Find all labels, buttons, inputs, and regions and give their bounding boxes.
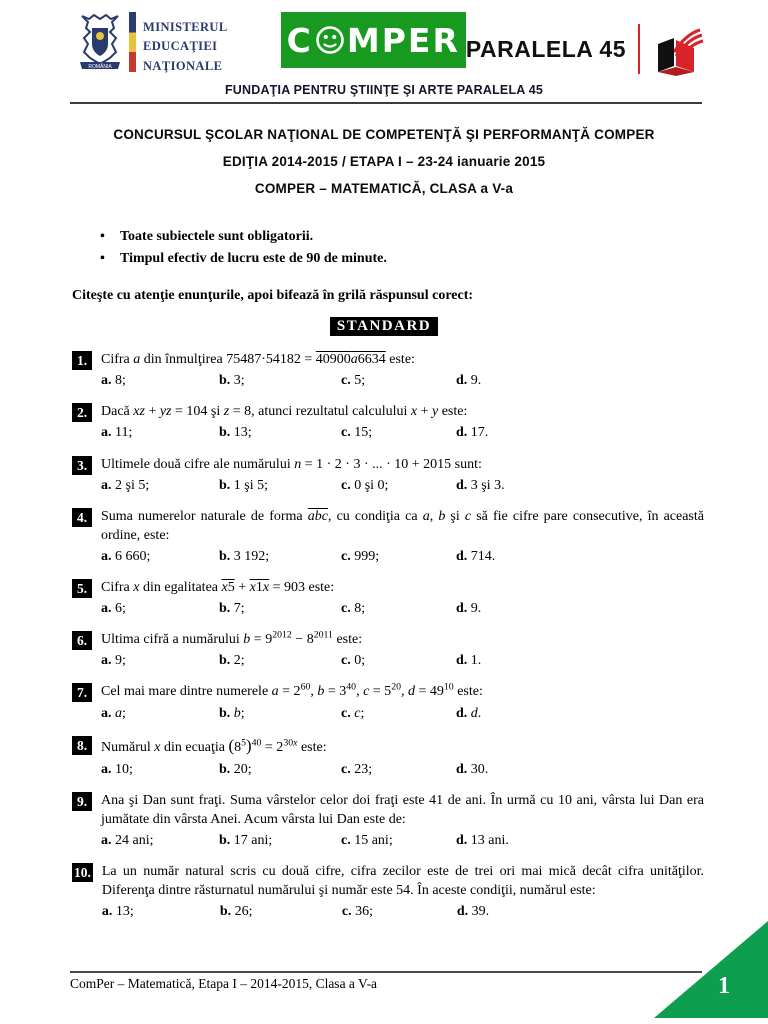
question <box>72 350 704 390</box>
page-number: 1 <box>718 973 730 999</box>
subject-line: COMPER – MATEMATICĂ, CLASA a V-a <box>254 181 514 197</box>
option-c: c. 0; <box>341 653 366 669</box>
question-number-badge: 6. <box>72 631 92 650</box>
option-b: b. b; <box>219 705 245 721</box>
question-body <box>101 402 704 442</box>
options-row <box>101 548 704 566</box>
bullet-item <box>100 226 698 248</box>
option-a: a. 10; <box>101 761 133 777</box>
question-number-badge: 2. <box>72 403 92 422</box>
option-d: d. 13 ani. <box>456 832 509 848</box>
coat-of-arms-icon <box>78 12 122 74</box>
question-number-badge: 7. <box>72 683 92 702</box>
svg-text:ROMÂNIA: ROMÂNIA <box>88 64 112 70</box>
question <box>72 862 704 921</box>
ministry-line-3: NAŢIONALE <box>143 58 223 73</box>
bullet-text: Timpul efectiv de lucru este de 90 de minute. <box>120 251 387 267</box>
options-row <box>101 705 704 723</box>
question-number-badge: 9. <box>72 792 92 811</box>
options-row <box>101 600 704 618</box>
question <box>72 507 704 566</box>
question-body <box>101 578 704 618</box>
question <box>72 682 704 722</box>
question-body <box>101 682 704 722</box>
question <box>72 630 704 670</box>
option-c: c. 8; <box>341 601 366 617</box>
option-c: c. c; <box>341 705 365 721</box>
foundation-title: FUNDAŢIA PENTRU ŞTIINŢE ŞI ARTE PARALELA 45 <box>224 83 544 98</box>
footer-rule <box>70 971 702 973</box>
question-number-badge: 8. <box>72 736 92 755</box>
question-body <box>101 630 704 670</box>
option-b: b. 2; <box>219 653 245 669</box>
section-wrap <box>0 317 768 336</box>
option-d: d. 9. <box>456 601 482 617</box>
option-d: d. 39. <box>456 904 490 920</box>
option-d: d. 714. <box>456 548 496 564</box>
option-b: b. 20; <box>219 761 252 777</box>
header <box>0 0 768 76</box>
section-badge: STANDARD <box>330 317 438 336</box>
question-text: Cel mai mare dintre numerele $a = 2^{60}$, $b = 3^{40}$, $c = 5^{20}$, $d = 49^{10}$ este: <box>101 681 483 700</box>
ministry-line-2: EDUCAŢIEI <box>143 39 218 54</box>
options-row <box>101 832 704 850</box>
option-d: d. 3 şi 3. <box>456 477 505 493</box>
question <box>72 735 704 779</box>
option-a: a. a; <box>101 705 126 721</box>
option-b: b. 17 ani; <box>219 832 273 848</box>
option-a: a. 13; <box>101 904 134 920</box>
comper-logo-letters-mper: MPER <box>346 20 460 60</box>
option-a: a. 11; <box>101 425 133 441</box>
logo-divider <box>638 24 640 74</box>
question-text: La un număr natural scris cu două cifre, cifra zecilor este de trei ori mai mică decât cifra unităţilor. Diferenţa dintre răsturnatul numărului şi număr este 54. În aceste condiţii, numărul este: <box>101 863 704 898</box>
option-a: a. 2 şi 5; <box>101 477 150 493</box>
option-c: c. 999; <box>341 548 380 564</box>
option-a: a. 6; <box>101 601 126 617</box>
option-c: c. 5; <box>341 373 366 389</box>
romanian-flag-stripe <box>129 12 136 72</box>
option-d: d. 9. <box>456 373 482 389</box>
edition-line: EDIŢIA 2014-2015 / ETAPA I – 23-24 ianuarie 2015 <box>222 154 546 170</box>
question-text: Ana şi Dan sunt fraţi. Suma vârstelor celor doi fraţi este 41 de ani. În urmă cu 10 ani, vârsta lui Dan era jumătate din vârsta Anei. Acum vârsta lui Dan este de: <box>101 792 704 827</box>
question-body <box>101 735 704 779</box>
header-rule <box>70 102 702 104</box>
question <box>72 791 704 850</box>
ministry-logo <box>78 12 244 76</box>
question <box>72 402 704 442</box>
comper-logo <box>281 12 466 68</box>
options-row <box>101 761 704 779</box>
option-b: b. 13; <box>219 425 252 441</box>
option-a: a. 6 660; <box>101 548 151 564</box>
footer-text: ComPer – Matematică, Etapa I – 2014-2015, Clasa a V-a <box>70 976 378 991</box>
question-number-badge: 5. <box>72 579 92 598</box>
paralela45-book-icon <box>652 22 704 76</box>
option-d: d. 1. <box>456 653 482 669</box>
option-c: c. 15 ani; <box>341 832 393 848</box>
question-text: Numărul x din ecuaţia $(8^5)^{40} = 2^{30x}$ este: <box>101 735 327 755</box>
question-number-badge: 1. <box>72 351 92 370</box>
page-corner-triangle <box>654 921 768 1018</box>
options-row <box>101 477 704 495</box>
smiley-face-icon <box>315 25 345 55</box>
options-row <box>102 903 704 921</box>
option-b: b. 7; <box>219 601 245 617</box>
option-d: d. d. <box>456 705 482 721</box>
question-body <box>101 455 704 495</box>
option-c: c. 36; <box>341 904 373 920</box>
question <box>72 578 704 618</box>
ministry-line-1: MINISTERUL <box>143 20 228 34</box>
read-instruction: Citeşte cu atenţie enunţurile, apoi bifează în grilă răspunsul corect: <box>72 288 474 304</box>
bullet-item <box>100 248 698 270</box>
comper-logo-letter-c: C <box>286 20 313 60</box>
option-b: b. 26; <box>219 904 253 920</box>
bullet-dot: • <box>100 251 105 267</box>
question-text: Suma numerelor naturale de forma $\overline{abc}$, cu condiţia ca a, b şi c să fie cifre pare consecutive, în această ordine, este: <box>101 508 704 543</box>
question-text: Cifra a din înmulţirea 75487·54182 = 40900a6634 este: <box>101 352 415 368</box>
question-body <box>101 791 704 850</box>
question-text: Dacă xz + yz = 104 şi z = 8, atunci rezultatul calculului x + y este: <box>101 404 468 420</box>
question-number-badge: 4. <box>72 508 92 527</box>
option-b: b. 3 192; <box>219 548 270 564</box>
options-row <box>101 652 704 670</box>
option-c: c. 15; <box>341 425 373 441</box>
option-a: a. 9; <box>101 653 126 669</box>
ministry-name <box>143 12 228 76</box>
option-c: c. 23; <box>341 761 373 777</box>
title-block <box>0 121 768 202</box>
bullet-text: Toate subiectele sunt obligatorii. <box>120 229 314 245</box>
option-d: d. 30. <box>456 761 489 777</box>
question-text: Cifra x din egalitatea x5 + x1x = 903 este: <box>101 580 335 596</box>
question-body <box>102 862 704 921</box>
question-body <box>101 350 704 390</box>
question-text: Ultima cifră a numărului $b = 9^{2012} - 8^{2011}$ este: <box>101 629 363 648</box>
instruction-bullets <box>100 226 698 270</box>
question <box>72 455 704 495</box>
option-b: b. 3; <box>219 373 245 389</box>
question-number-badge: 10. <box>74 864 91 880</box>
question-body <box>101 507 704 566</box>
options-row <box>101 424 704 442</box>
question-number-badge: 3. <box>72 456 92 475</box>
contest-title: CONCURSUL ŞCOLAR NAŢIONAL DE COMPETENŢĂ ŞI PERFORMANŢĂ COMPER <box>113 127 655 143</box>
option-c: c. 0 şi 0; <box>341 477 389 493</box>
option-b: b. 1 şi 5; <box>219 477 269 493</box>
options-row <box>101 372 704 390</box>
paralela45-logo <box>466 12 704 76</box>
question-text: Ultimele două cifre ale numărului n = 1 · 2 · 3 · ... · 10 + 2015 sunt: <box>101 456 482 472</box>
option-a: a. 24 ani; <box>101 832 154 848</box>
bullet-dot: • <box>100 229 105 245</box>
option-d: d. 17. <box>456 425 489 441</box>
paralela45-text: PARALELA 45 <box>465 35 626 62</box>
questions <box>72 350 704 921</box>
option-a: a. 8; <box>101 373 126 389</box>
